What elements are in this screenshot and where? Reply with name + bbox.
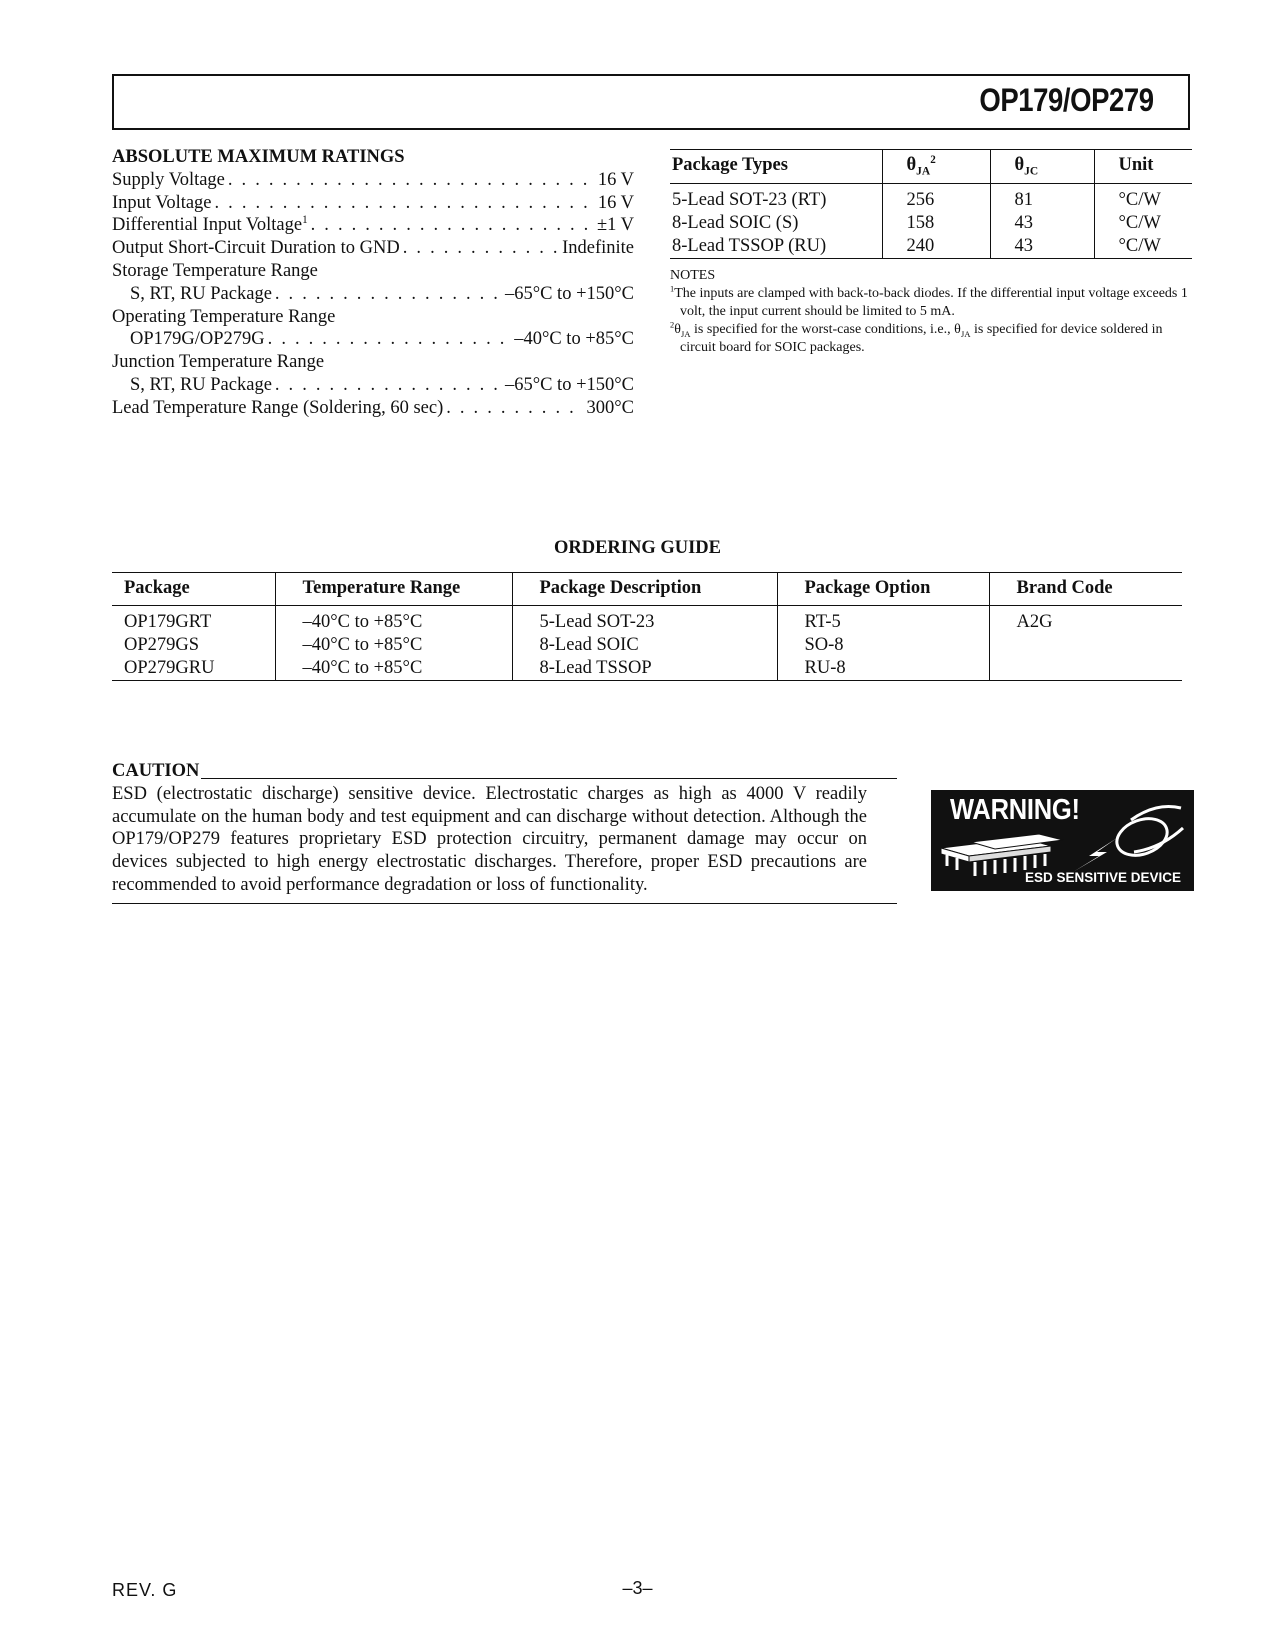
amr-value: 300°C (586, 397, 634, 418)
amr-row (112, 283, 634, 306)
col-header-theta-ja: $\theta_{JA}^2$ (882, 150, 990, 184)
note-1: $^1$The inputs are clamped with back-to-back diodes. If the differential input voltage exceeds 1 volt, the input current should be limited to 5 mA. (670, 284, 1188, 319)
cell-temperature-range: –40°C to +85°C (275, 657, 512, 681)
amr-row (112, 192, 634, 215)
amr-label: S, RT, RU Package (130, 283, 272, 304)
amr-row (112, 397, 634, 420)
leader-dots (215, 192, 595, 215)
amr-row (112, 351, 634, 374)
amr-row (112, 306, 634, 329)
leader-dots (446, 397, 583, 420)
amr-value: –65°C to +150°C (504, 283, 634, 304)
thermal-resistance-table (670, 149, 1192, 259)
amr-value: –40°C to +85°C (514, 329, 634, 350)
cell-package-option: RT-5 (777, 606, 989, 634)
cell-temperature-range: –40°C to +85°C (275, 606, 512, 634)
amr-row (112, 260, 634, 283)
amr-heading: ABSOLUTE MAXIMUM RATINGS (112, 147, 405, 167)
cell-temperature-range: –40°C to +85°C (275, 634, 512, 657)
warning-title: WARNING! (950, 794, 1080, 826)
amr-label: Junction Temperature Range (112, 352, 325, 373)
cell-package-description: 8-Lead SOIC (512, 634, 777, 657)
col-header-unit: Unit (1094, 150, 1192, 184)
col-header-package-description: Package Description (512, 573, 777, 606)
cell-package: OP279GRU (112, 657, 275, 681)
table-row (670, 212, 1192, 235)
table-header-row (112, 573, 1182, 606)
leader-dots (311, 214, 594, 237)
absolute-maximum-ratings (112, 146, 634, 420)
col-header-package-types: Package Types (670, 150, 882, 184)
warning-subtitle: ESD SENSITIVE DEVICE (1024, 870, 1181, 885)
col-header-theta-jc: $\theta_{JC}$ (990, 150, 1094, 184)
cell-brand-code (989, 657, 1182, 681)
notes-heading: NOTES (670, 268, 716, 283)
table-row (670, 235, 1192, 259)
ordering-guide-table (112, 572, 1182, 681)
cell-theta-ja: 240 (882, 235, 990, 259)
page-number: –3– (622, 1578, 653, 1598)
revision-label: REV. G (112, 1580, 178, 1600)
amr-row (112, 328, 634, 351)
amr-row (112, 169, 634, 192)
amr-value: –65°C to +150°C (504, 374, 634, 395)
ordering-guide-title: ORDERING GUIDE (553, 538, 722, 558)
table-row (670, 184, 1192, 212)
amr-label: OP179G/OP279G (130, 329, 265, 350)
amr-label: Operating Temperature Range (112, 306, 336, 327)
cell-package: OP179GRT (124, 612, 212, 632)
cell-package-option: RU-8 (777, 657, 989, 681)
cell-package: 5-Lead SOT-23 (RT) (672, 190, 827, 210)
cell-theta-jc: 43 (990, 212, 1094, 235)
footnote-ref: 1 (302, 214, 308, 227)
amr-label: Lead Temperature Range (Soldering, 60 sec) (112, 397, 444, 418)
amr-label: Output Short-Circuit Duration to GND (112, 238, 400, 259)
table-row (112, 634, 1182, 657)
table-header-row (670, 150, 1192, 184)
cell-package-option: SO-8 (777, 634, 989, 657)
cell-unit: °C/W (1094, 235, 1192, 259)
header-box (112, 74, 1190, 130)
col-header-temperature-range: Temperature Range (275, 573, 512, 606)
amr-label: Supply Voltage (112, 169, 225, 190)
col-header-package-option: Package Option (777, 573, 989, 606)
cell-theta-jc: 43 (990, 235, 1094, 259)
leader-dots (268, 328, 512, 351)
amr-value: Indefinite (562, 238, 634, 259)
cell-package: OP279GS (124, 634, 200, 655)
cell-brand-code: A2G (989, 606, 1182, 634)
caution-heading: CAUTION (112, 761, 200, 781)
table-row (112, 657, 1182, 681)
amr-row (112, 214, 634, 237)
amr-label: Differential Input Voltage$^1$ (112, 214, 308, 236)
caution-body: ESD (electrostatic discharge) sensitive device. Electrostatic charges as high as 4000 V readily accumulate on the human body and test equipment and can discharge without detection. Although the OP179/OP279 features proprietary ESD protection circuitry, permanent damage may occur on devices subjected to high energy electrostatic discharges. Therefore, proper ESD precautions are recommended to avoid performance degradation or loss of functionality. (112, 783, 897, 904)
cell-package: 8-Lead TSSOP (RU) (670, 235, 882, 259)
table-notes (670, 267, 1194, 357)
col-header-package: Package (112, 573, 275, 606)
amr-label: S, RT, RU Package (130, 374, 272, 395)
leader-dots (403, 237, 559, 260)
cell-theta-jc: 81 (990, 184, 1094, 212)
table-row (112, 606, 1182, 634)
cell-brand-code (989, 634, 1182, 657)
leader-dots (275, 283, 502, 306)
esd-warning-badge (931, 790, 1194, 891)
note-2: $^2\theta_{JA}$ is specified for the worst-case conditions, i.e., $\theta_{JA}$ is specified for device soldered in circuit board for SOIC packages. (670, 320, 1163, 355)
caution-header (112, 760, 897, 783)
amr-value: 16 V (597, 192, 634, 213)
cell-unit: °C/W (1094, 212, 1192, 235)
amr-row (112, 374, 634, 397)
amr-label: Input Voltage (112, 192, 212, 213)
amr-label: Storage Temperature Range (112, 260, 318, 281)
leader-dots (228, 169, 595, 192)
caution-section (112, 760, 897, 904)
cell-package: 8-Lead SOIC (S) (672, 212, 799, 233)
amr-row (112, 237, 634, 260)
cell-package-description: 8-Lead TSSOP (512, 657, 777, 681)
cell-unit: °C/W (1094, 184, 1192, 212)
amr-value: 16 V (597, 169, 634, 190)
leader-dots (275, 374, 502, 397)
cell-theta-ja: 158 (882, 212, 990, 235)
caution-rule (201, 778, 897, 779)
col-header-brand-code: Brand Code (989, 573, 1182, 606)
page-title: OP179/OP279 (979, 82, 1154, 118)
cell-package-description: 5-Lead SOT-23 (512, 606, 777, 634)
amr-value: ±1 V (596, 215, 634, 236)
cell-theta-ja: 256 (882, 184, 990, 212)
